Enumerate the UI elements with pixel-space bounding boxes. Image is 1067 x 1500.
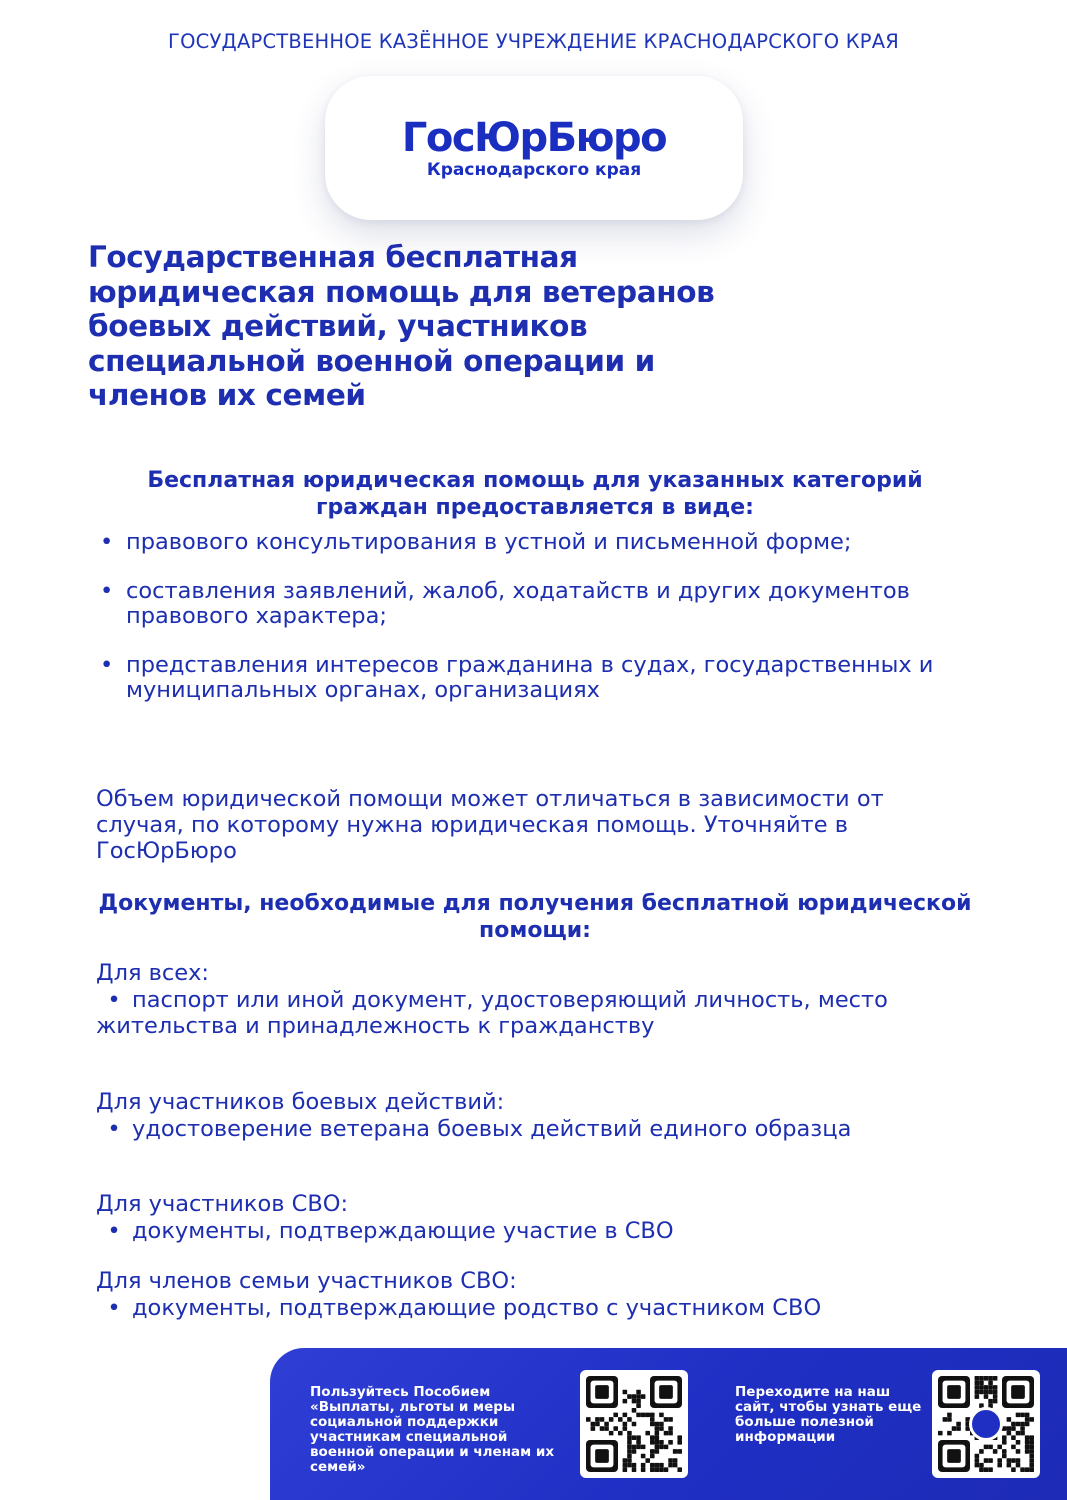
list-item [100, 653, 980, 704]
footer-banner [270, 1348, 1067, 1500]
list-item [96, 987, 1016, 1040]
doc-group-all [96, 960, 1016, 1040]
doc-group-combat [96, 1089, 1016, 1142]
list-item-text: документы, подтверждающие участие в СВО [132, 1217, 674, 1244]
list-item-text: удостоверение ветерана боевых действий единого образца [132, 1115, 852, 1142]
doc-group-label: Для членов семьи участников СВО: [96, 1268, 517, 1294]
doc-group-family [96, 1268, 1016, 1321]
logo-subtitle: Краснодарского края [426, 160, 642, 180]
list-item-text: документы, подтверждающие родство с участником СВО [132, 1294, 822, 1321]
list-item [96, 1218, 1016, 1245]
agency-name: ГОСУДАРСТВЕННОЕ КАЗЁННОЕ УЧРЕЖДЕНИЕ КРАСНОДАРСКОГО КРАЯ [168, 30, 899, 53]
list-item-text: паспорт или иной документ, удостоверяющий личность, место жительства и принадлежность к гражданству [96, 986, 888, 1039]
doc-group-label: Для участников СВО: [96, 1191, 349, 1217]
website-promo-text: Переходите на наш сайт, чтобы узнать еще больше полезной информации [735, 1384, 922, 1445]
page-title: Государственная бесплатная юридическая помощь для ветеранов боевых действий, участников специальной военной операции и членов их семей [88, 240, 715, 412]
bullet-icon: • [107, 986, 121, 1013]
bullet-icon: • [100, 651, 114, 678]
doc-group-svo [96, 1191, 1016, 1244]
qr-code-globe-icon[interactable] [932, 1370, 1040, 1478]
bullet-icon: • [107, 1217, 121, 1244]
list-item-text: правового консультирования в устной и письменной форме; [126, 529, 852, 555]
doc-group-label: Для всех: [96, 960, 210, 986]
bullet-icon: • [100, 577, 114, 604]
services-heading: Бесплатная юридическая помощь для указанных категорий граждан предоставляется в виде: [147, 468, 923, 520]
scope-note: Объем юридической помощи может отличаться в зависимости от случая, по которому нужна юридическая помощь. Уточняйте в ГосЮрБюро [96, 786, 884, 864]
bullet-icon: • [100, 529, 114, 555]
doc-group-label: Для участников боевых действий: [96, 1089, 505, 1115]
list-item [100, 579, 980, 630]
services-list [100, 530, 980, 727]
bullet-icon: • [107, 1294, 121, 1321]
list-item-text: составления заявлений, жалоб, ходатайств и других документов правового характера; [126, 577, 910, 629]
bullet-icon: • [107, 1115, 121, 1142]
documents-heading: Документы, необходимые для получения бесплатной юридической помощи: [98, 891, 972, 943]
guide-promo-text: Пользуйтесь Пособием «Выплаты, льготы и меры социальной поддержки участникам специальной военной операции и членам их семей» [310, 1384, 555, 1475]
qr-code-icon[interactable] [580, 1370, 688, 1478]
logo-card [325, 76, 743, 220]
list-item [96, 1295, 1016, 1322]
list-item [100, 530, 980, 556]
list-item-text: представления интересов гражданина в судах, государственных и муниципальных органах, организациях [126, 651, 934, 703]
globe-icon [969, 1407, 1003, 1441]
logo-title: ГосЮрБюро [401, 115, 667, 161]
qr-code-icon [580, 1370, 688, 1478]
list-item [96, 1116, 1016, 1143]
